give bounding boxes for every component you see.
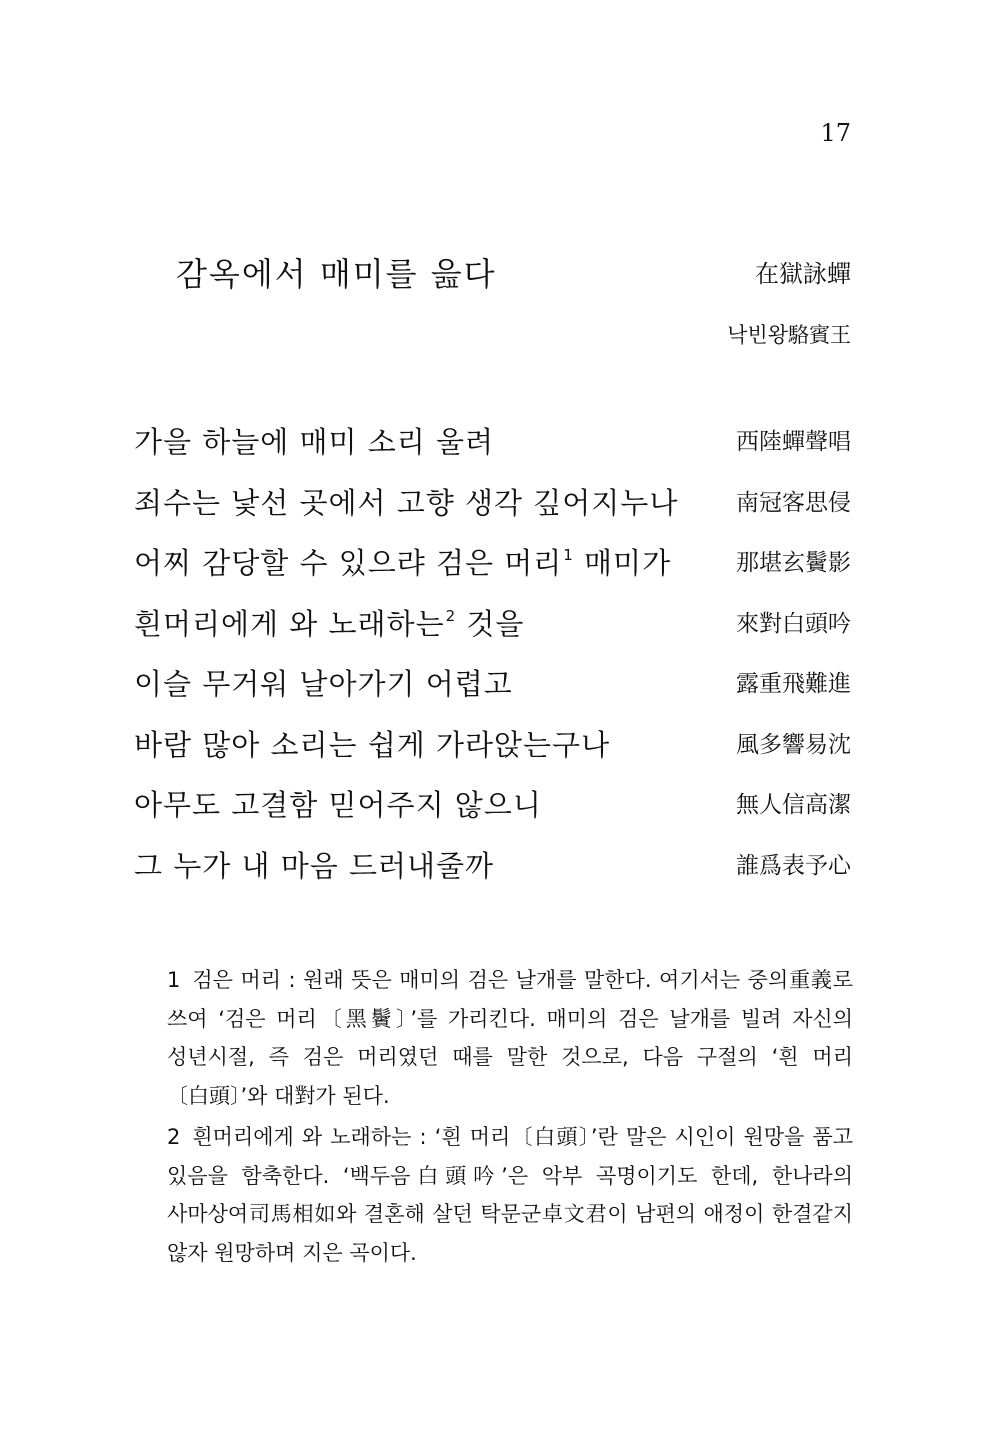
poem-body	[134, 422, 851, 906]
footnote	[167, 1118, 853, 1272]
footnote-marker[interactable]: 1	[563, 546, 574, 564]
footnote-text: 흰머리에게 와 노래하는 : ‘흰 머리〔白頭〕’란 말은 시인이 원망을 품고 있음을 함축한다. ‘백두음白頭吟’은 악부 곡명이기도 한데, 한나라의 사마상여司馬相如와 결혼해 살던 탁문군卓文君이 남편의 애정이 한결같지 않자 원망하며 지은 곡이다.	[167, 1125, 853, 1265]
page-number: 17	[820, 119, 851, 147]
poem-line	[134, 422, 851, 483]
poem-line-hanja: 無人信高潔	[736, 792, 851, 818]
poem-line	[134, 604, 851, 665]
footnotes	[167, 961, 853, 1275]
poem-line-hanja: 那堪玄鬢影	[736, 550, 851, 576]
poem-line	[134, 543, 851, 604]
poem-line	[134, 846, 851, 907]
poem-line-korean: 바람 많아 소리는 쉽게 가라앉는구나	[134, 727, 611, 762]
poem-title-hanja: 在獄詠蟬	[755, 260, 851, 288]
poem-line	[134, 725, 851, 786]
poem-line-korean: 그 누가 내 마음 드러내줄까	[134, 848, 495, 883]
poem-line-hanja: 露重飛難進	[736, 671, 851, 697]
poem-line-hanja: 西陸蟬聲唱	[736, 429, 851, 455]
poem-title: 감옥에서 매미를 읊다	[176, 255, 497, 293]
footnote-number: 1	[167, 968, 181, 992]
poem-line-korean: 흰머리에게 와 노래하는$^2$ 것을	[134, 606, 525, 641]
footnote	[167, 961, 853, 1115]
footnote-number: 2	[167, 1125, 181, 1149]
poem-line-korean: 죄수는 낯선 곳에서 고향 생각 깊어지누나	[134, 485, 679, 520]
poem-line	[134, 483, 851, 544]
poem-line	[134, 785, 851, 846]
poem-line-korean: 이슬 무거워 날아가기 어렵고	[134, 667, 513, 701]
poem-line-korean: 어찌 감당할 수 있으랴 검은 머리$^1$ 매미가	[134, 546, 672, 580]
poem-line	[134, 664, 851, 725]
poem-line-hanja: 來對白頭吟	[736, 610, 851, 637]
footnote-text: 검은 머리 : 원래 뜻은 매미의 검은 날개를 말한다. 여기서는 중의重義로 쓰여 ‘검은 머리〔黑鬢〕’를 가리킨다. 매미의 검은 날개를 빌려 자신의 성년시절, 즉 검은 머리였던 때를 말한 것으로, 다음 구절의 ‘흰 머리〔白頭〕’와 대對가 된다.	[167, 968, 853, 1108]
poem-line-korean: 가을 하늘에 매미 소리 울려	[134, 425, 495, 459]
poem-line-hanja: 誰爲表予心	[736, 852, 851, 879]
poem-line-hanja: 風多響易沈	[736, 731, 851, 758]
poem-author: 낙빈왕駱賓王	[727, 323, 851, 347]
footnote-marker[interactable]: 2	[445, 606, 457, 625]
poem-line-hanja: 南冠客思侵	[736, 489, 851, 516]
poem-line-korean: 아무도 고결함 믿어주지 않으니	[134, 788, 542, 822]
